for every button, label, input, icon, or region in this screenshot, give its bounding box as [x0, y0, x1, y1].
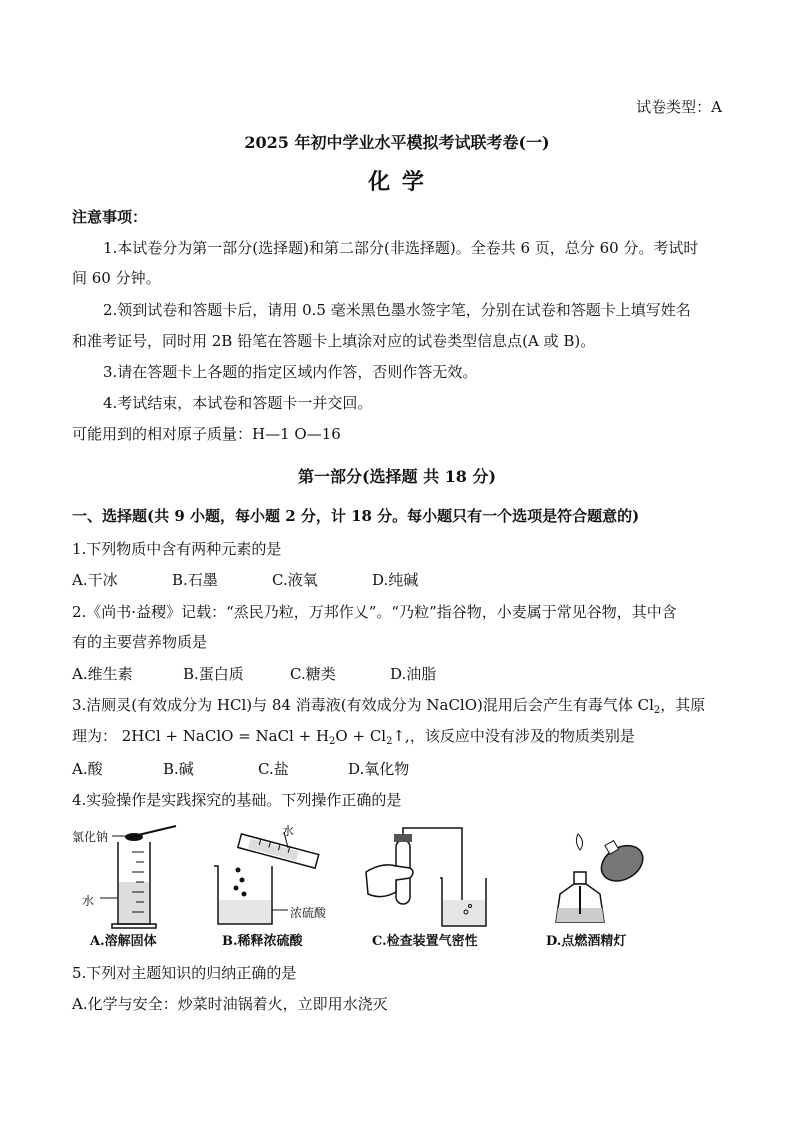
- q2-option: B.蛋白质: [183, 665, 244, 683]
- q3-option: C.盐: [258, 760, 289, 778]
- note-1-line-1: 1.本试卷分为第一部分(选择题)和第二部分(非选择题)。全卷共 6 页，总分 60 分。考试时: [103, 239, 699, 257]
- section-header: 一、选择题(共 9 小题，每小题 2 分，计 18 分。每小题只有一个选项是符合题意的): [72, 507, 640, 525]
- label-acid: 浓硫酸: [290, 906, 327, 920]
- q5-stem: 5.下列对主题知识的归纳正确的是: [72, 964, 297, 982]
- q2-option: C.糖类: [290, 665, 336, 683]
- part-1-title: 第一部分(选择题 共 18 分): [297, 467, 497, 486]
- figure-a-dissolve: [72, 822, 202, 952]
- figure-d-lamp: [540, 822, 660, 952]
- q5-option-a: A.化学与安全：炒菜时油锅着火，立即用水浇灭: [72, 995, 388, 1013]
- atomic-mass: 可能用到的相对原子质量：H—1 O—16: [72, 425, 341, 443]
- note-1-line-2: 间 60 分钟。: [72, 269, 161, 287]
- paper-type: 试卷类型：A: [636, 98, 722, 116]
- q4-stem: 4.实验操作是实践探究的基础。下列操作正确的是: [72, 791, 402, 809]
- label-nacl: 氯化钠: [72, 830, 109, 844]
- label-water-b: 水: [282, 824, 295, 838]
- q3-option: A.酸: [72, 760, 103, 778]
- q3-option: B.碱: [163, 760, 194, 778]
- figure-b-dilute: [208, 822, 338, 952]
- notes-heading: 注意事项：: [72, 208, 148, 226]
- caption-d: D.点燃酒精灯: [546, 934, 627, 949]
- caption-c: C.检查装置气密性: [372, 934, 478, 949]
- q1-option: C.液氧: [272, 571, 318, 589]
- caption-b: B.稀释浓硫酸: [222, 934, 303, 949]
- q1-option: A.干冰: [72, 571, 118, 589]
- q2-stem-line-1: 2.《尚书·益稷》记载：“烝民乃粒，万邦作乂”。“乃粒”指谷物，小麦属于常见谷物，其中含: [72, 603, 677, 621]
- exam-title: 2025 年初中学业水平模拟考试联考卷(一): [244, 133, 550, 152]
- q2-stem-line-2: 有的主要营养物质是: [72, 633, 208, 651]
- q1-stem: 1.下列物质中含有两种元素的是: [72, 540, 282, 558]
- subject-title: 化 学: [368, 169, 426, 195]
- q2-option: D.油脂: [390, 665, 437, 683]
- test-tube-icon: [362, 822, 512, 932]
- q3-stem-line-2: 理为： 2HCl + NaClO = NaCl + $H_2O$ + $Cl_2↑$,，该反应中没有涉及的物质类别是: [72, 727, 635, 747]
- label-water-a: 水: [82, 894, 95, 908]
- q3-stem-line-1: 3.洁厕灵(有效成分为 HCl)与 84 消毒液(有效成分为 NaClO)混用后会产生有毒气体 $Cl_2$，其原: [72, 696, 706, 716]
- note-2-line-1: 2.领到试卷和答题卡后，请用 0.5 毫米黑色墨水签字笔，分别在试卷和答题卡上填写姓名: [103, 301, 691, 319]
- alcohol-lamp-icon: [540, 822, 660, 932]
- q1-option: D.纯碱: [372, 571, 419, 589]
- caption-a: A.溶解固体: [90, 934, 157, 949]
- q2-option: A.维生素: [72, 665, 133, 683]
- note-3: 3.请在答题卡上各题的指定区域内作答，否则作答无效。: [103, 363, 478, 381]
- q1-option: B.石墨: [172, 571, 218, 589]
- note-2-line-2: 和准考证号，同时用 2B 铅笔在答题卡上填涂对应的试卷类型信息点(A 或 B)。: [72, 332, 596, 350]
- q3-option: D.氧化物: [348, 760, 410, 778]
- figure-c-airtight: [362, 822, 512, 952]
- note-4: 4.考试结束，本试卷和答题卡一并交回。: [103, 394, 373, 412]
